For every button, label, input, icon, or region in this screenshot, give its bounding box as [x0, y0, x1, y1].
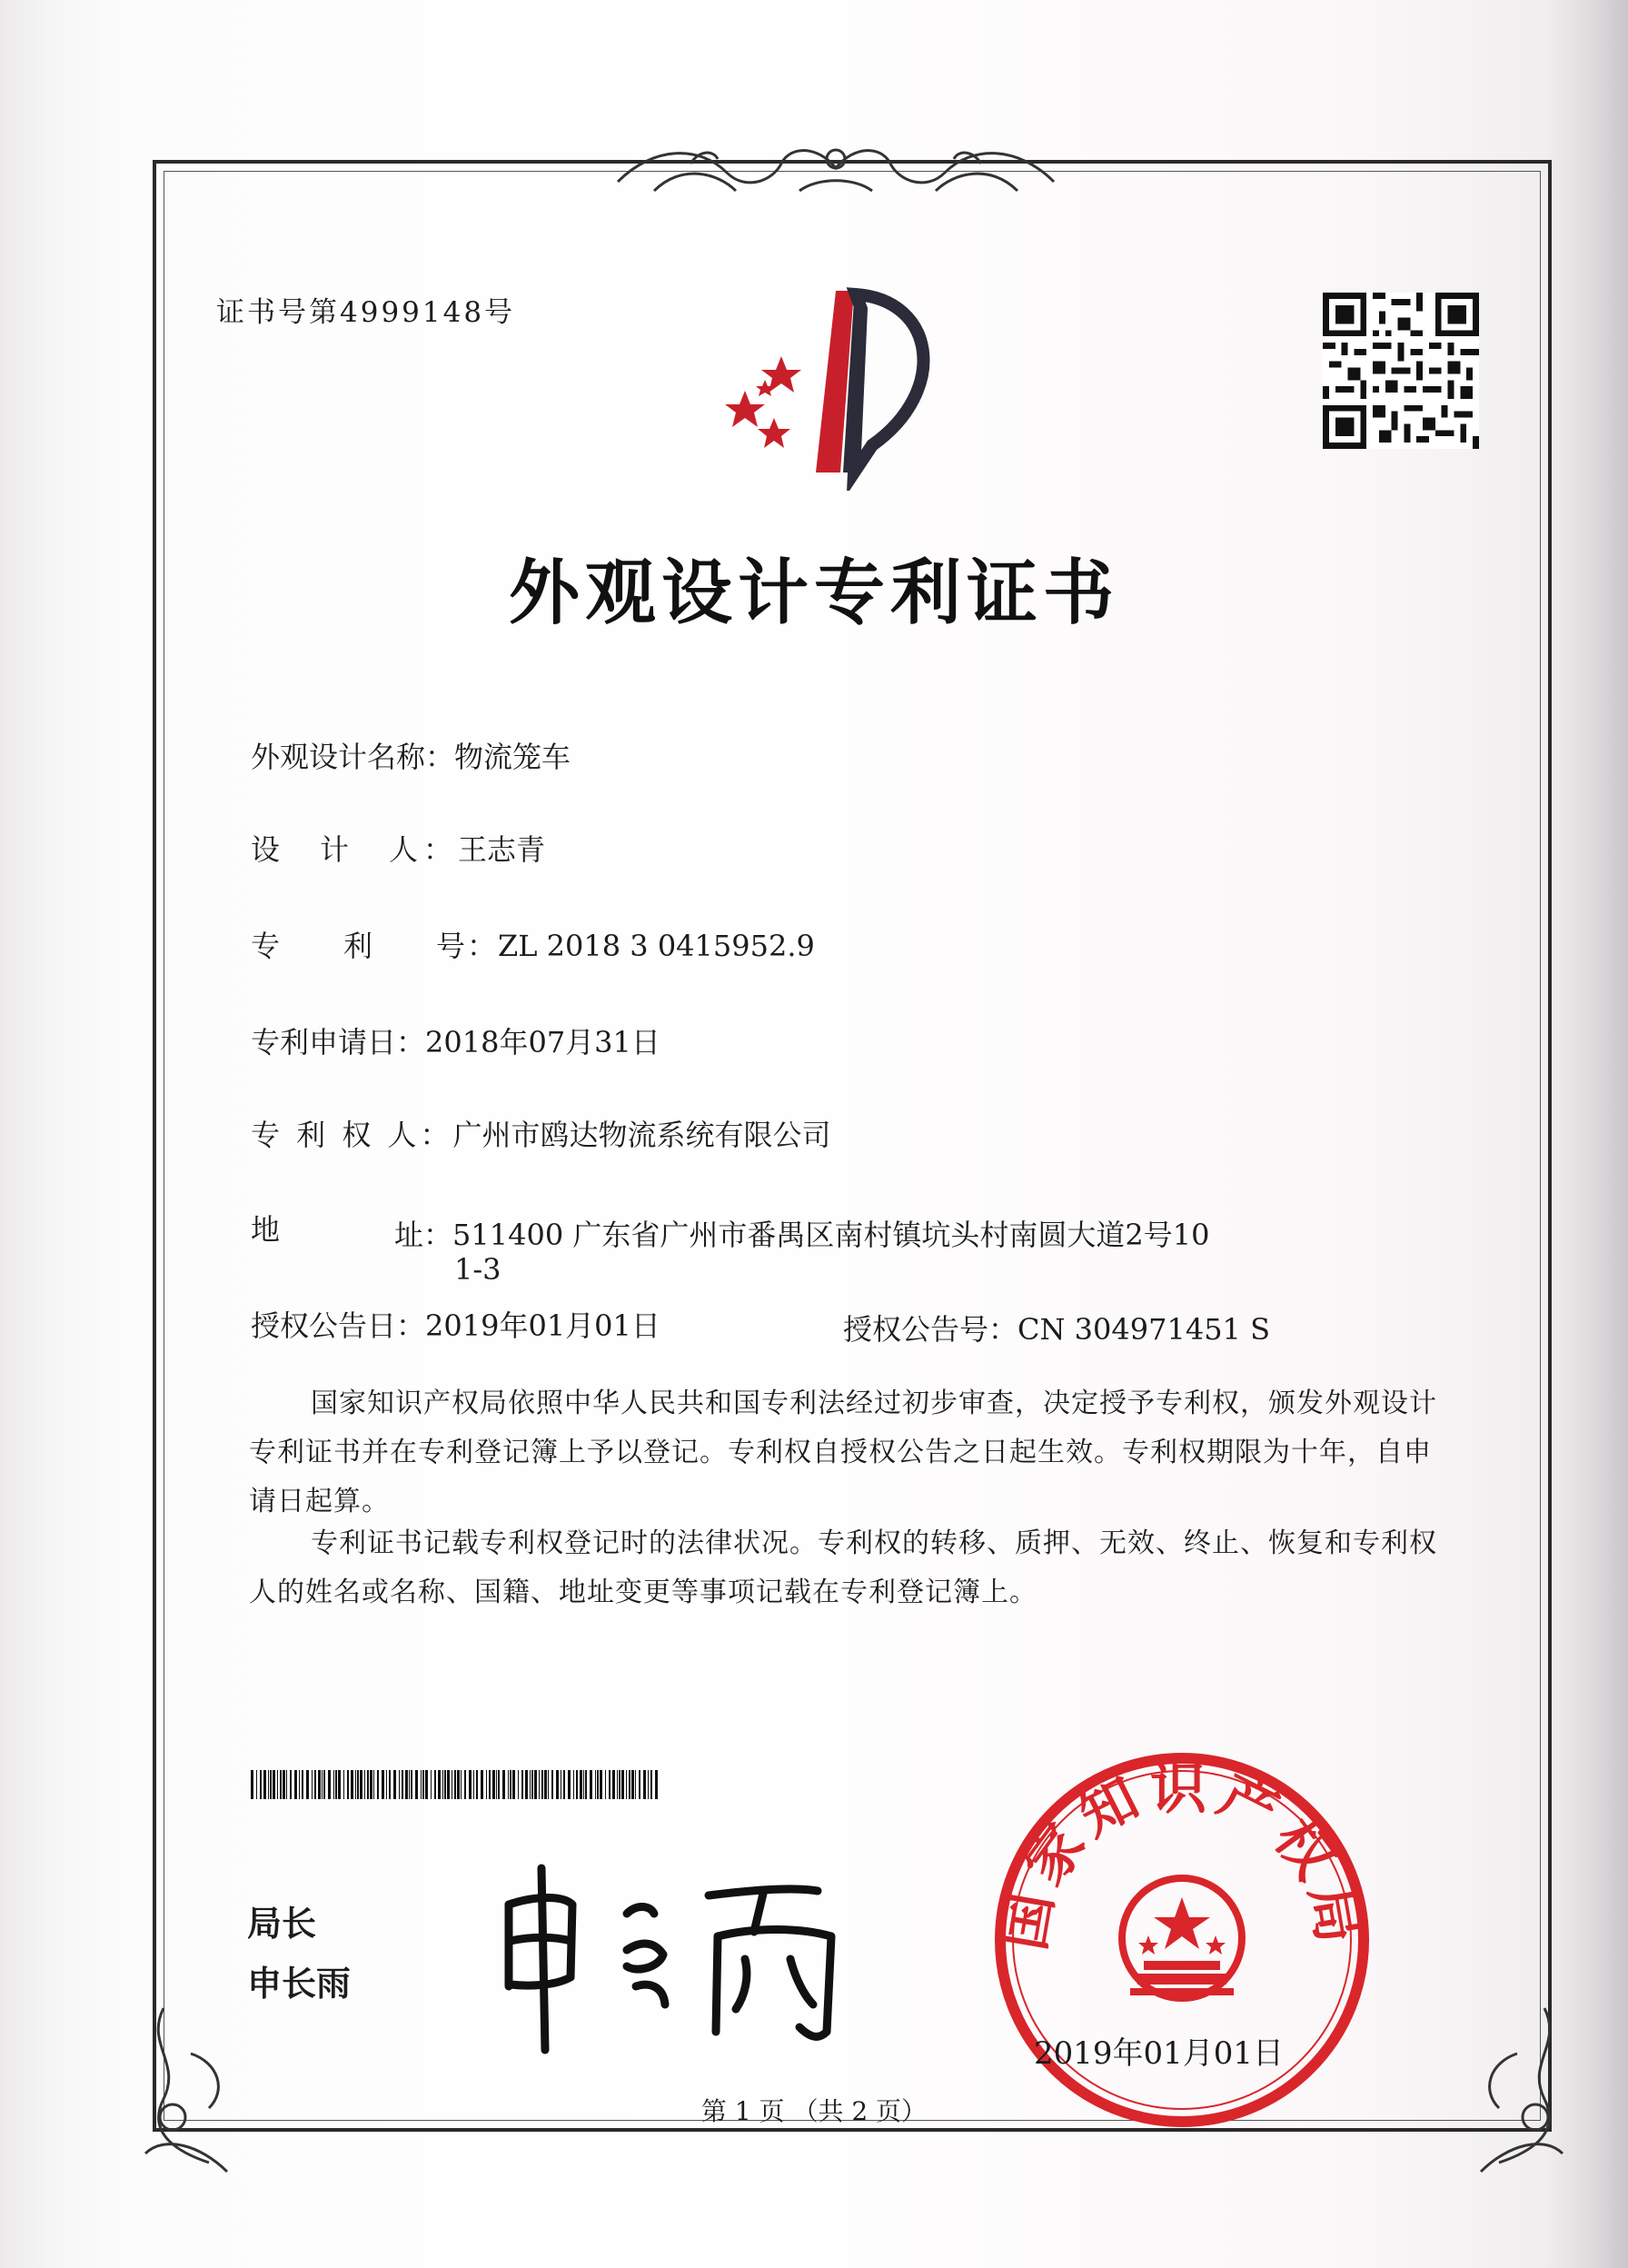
barcode-bar [481, 1770, 483, 1799]
filing-date-value: 2018年07月31日 [425, 1025, 660, 1059]
barcode-bar [655, 1770, 658, 1799]
barcode-bar [263, 1770, 266, 1799]
barcode-bar [431, 1770, 432, 1799]
barcode-bar [568, 1770, 571, 1799]
barcode-bar [411, 1770, 412, 1799]
barcode-bar [635, 1770, 636, 1799]
barcode-bar [469, 1770, 472, 1799]
barcode-bar [643, 1770, 646, 1799]
barcode-bar [382, 1770, 384, 1799]
seal-date: 2019年01月01日 [1034, 2035, 1285, 2072]
barcode-bar [360, 1770, 362, 1799]
barcode-bar [521, 1770, 523, 1799]
barcode-bar [444, 1770, 446, 1799]
barcode-bar [486, 1770, 487, 1799]
patent-number-value: ZL 2018 3 0415952.9 [498, 929, 815, 963]
barcode-bar [294, 1770, 297, 1799]
address-value-row-2 [454, 1252, 501, 1287]
grant-number-label: 授权公告号： [843, 1312, 1018, 1347]
barcode-bar [457, 1770, 460, 1799]
barcode-bar [551, 1770, 553, 1799]
barcode-bar [600, 1770, 602, 1799]
designer-label: 设 计 人： [251, 832, 459, 867]
barcode-bar [280, 1770, 282, 1799]
barcode-bar [377, 1770, 379, 1799]
filing-date-row [251, 1020, 660, 1061]
barcode-bar [283, 1770, 285, 1799]
barcode-bar [364, 1770, 365, 1799]
barcode-bar [399, 1770, 400, 1799]
grant-date-label: 授权公告日： [251, 1308, 426, 1343]
handwritten-signature [491, 1850, 854, 2059]
address-value-row [394, 1212, 1209, 1254]
barcode-bar [492, 1770, 495, 1799]
barcode-bar [496, 1770, 497, 1799]
barcode-bar [251, 1770, 253, 1799]
barcode-bar [373, 1770, 374, 1799]
barcode-bar [286, 1770, 287, 1799]
patent-number-label: 专 利 号： [251, 929, 499, 963]
director-title: 局长 [247, 1904, 317, 1944]
barcode-bar [595, 1770, 596, 1799]
barcode-bar [576, 1770, 578, 1799]
barcode-bar [512, 1770, 515, 1799]
barcode-bar [393, 1770, 396, 1799]
barcode-bar [563, 1770, 565, 1799]
barcode-bar [386, 1770, 387, 1799]
designer-value: 王志青 [458, 832, 546, 867]
barcode-bar [335, 1770, 337, 1799]
barcode-bar [508, 1770, 509, 1799]
barcode-bar [531, 1770, 533, 1799]
director-name: 申长雨 [247, 1964, 352, 2004]
barcode-bar [323, 1770, 325, 1799]
barcode-bar [454, 1770, 456, 1799]
bottom-right-ornament [1444, 1999, 1581, 2181]
barcode-bar [476, 1770, 478, 1799]
barcode-bar [650, 1770, 652, 1799]
barcode-bar [539, 1770, 540, 1799]
address-value-line1: 511400 广东省广州市番禺区南村镇坑头村南圆大道2号10 [452, 1218, 1210, 1252]
official-seal-icon [985, 1743, 1379, 2137]
barcode-bar [299, 1770, 300, 1799]
barcode-bar [421, 1770, 422, 1799]
grant-date-row [251, 1303, 660, 1345]
barcode-bar [333, 1770, 334, 1799]
barcode-bar [502, 1770, 505, 1799]
address-value-line2: 1-3 [454, 1252, 501, 1287]
barcode-bar [434, 1770, 436, 1799]
designer-row [251, 827, 545, 869]
barcode-bar [541, 1770, 543, 1799]
barcode-bar [277, 1770, 278, 1799]
patent-number-row [251, 923, 815, 965]
barcode-bar [617, 1770, 618, 1799]
barcode-bar [631, 1770, 634, 1799]
barcode-bar [367, 1770, 369, 1799]
svg-text:国家知识产权局: 国家知识产权局 [990, 1755, 1374, 1955]
barcode-bar [338, 1770, 341, 1799]
barcode-bar [273, 1770, 275, 1799]
barcode-bar [270, 1770, 272, 1799]
barcode-bar [609, 1770, 610, 1799]
barcode-bar [498, 1770, 500, 1799]
barcode-bar [438, 1770, 441, 1799]
barcode-bar [268, 1770, 269, 1799]
barcode-bar [306, 1770, 309, 1799]
barcode-bar [530, 1770, 531, 1799]
barcode-bar [347, 1770, 349, 1799]
barcode-bar [461, 1770, 462, 1799]
certificate-title: 外观设计专利证书 [508, 552, 1119, 634]
barcode-bar [328, 1770, 331, 1799]
barcode-bar [405, 1770, 408, 1799]
barcode-bar [629, 1770, 630, 1799]
patentee-value: 广州市鸥达物流系统有限公司 [452, 1118, 831, 1152]
barcode-bar [544, 1770, 547, 1799]
design-name-label: 外观设计名称： [251, 740, 455, 774]
barcode-bar [489, 1770, 491, 1799]
barcode-bar [351, 1770, 353, 1799]
barcode-bar [256, 1770, 257, 1799]
barcode-bar [585, 1770, 587, 1799]
barcode-bar [619, 1770, 620, 1799]
design-name-row [251, 734, 571, 776]
top-ornament [600, 127, 1072, 209]
barcode-bar [402, 1770, 403, 1799]
barcode-bar [370, 1770, 372, 1799]
barcode-bar [422, 1770, 424, 1799]
qr-code-icon[interactable] [1323, 293, 1479, 449]
barcode-bar [510, 1770, 511, 1799]
barcode-bar [302, 1770, 303, 1799]
barcode-bar [357, 1770, 359, 1799]
barcode-bar [290, 1770, 292, 1799]
barcode-bar [322, 1770, 323, 1799]
address-label-right: 址： [394, 1218, 453, 1252]
grant-number-row [843, 1307, 1270, 1348]
grant-date-value: 2019年01月01日 [425, 1308, 660, 1343]
barcode-bar [612, 1770, 615, 1799]
barcode-bar [314, 1770, 316, 1799]
barcode-bar [318, 1770, 321, 1799]
barcode-bar [355, 1770, 356, 1799]
grant-number-value: CN 304971451 S [1018, 1312, 1270, 1347]
barcode-bar [425, 1770, 428, 1799]
patentee-label: 专 利 权 人： [251, 1118, 453, 1152]
bottom-left-ornament [127, 1999, 263, 2181]
design-name-value: 物流笼车 [454, 740, 571, 774]
barcode-bar [525, 1770, 528, 1799]
barcode-bar [573, 1770, 574, 1799]
barcode-bar [409, 1770, 410, 1799]
barcode-bar [580, 1770, 582, 1799]
barcode-bar [518, 1770, 519, 1799]
barcode-bar [260, 1770, 262, 1799]
barcode-bar [442, 1770, 443, 1799]
patent-office-emblem-icon [718, 273, 972, 491]
barcode-bar [534, 1770, 537, 1799]
barcode-bar [447, 1770, 450, 1799]
barcode-bar [343, 1770, 344, 1799]
barcode-icon [251, 1770, 660, 1799]
barcode-bar [590, 1770, 592, 1799]
page-indicator: 第 1 页 （共 2 页） [700, 2096, 928, 2126]
barcode-bar [621, 1770, 624, 1799]
patentee-row [251, 1112, 831, 1154]
barcode-bar [648, 1770, 649, 1799]
barcode-bar [389, 1770, 391, 1799]
body-paragraph-1: 国家知识产权局依照中华人民共和国专利法经过初步审查，决定授予专利权，颁发外观设计专利证书并在专利登记簿上予以登记。专利权自授权公告之日起生效。专利权期限为十年，自申请日起算。 [249, 1388, 1437, 1517]
barcode-bar [583, 1770, 584, 1799]
body-paragraph-2: 专利证书记载专利权登记时的法律状况。专利权的转移、质押、无效、终止、恢复和专利权人的姓名或名称、国籍、地址变更等事项记载在专利登记簿上。 [249, 1527, 1437, 1608]
barcode-bar [473, 1770, 474, 1799]
page-edge-shadow [1544, 0, 1628, 2268]
barcode-bar [626, 1770, 627, 1799]
address-row [251, 1207, 280, 1248]
barcode-bar [312, 1770, 313, 1799]
address-label-left: 地 [251, 1212, 281, 1247]
barcode-bar [556, 1770, 559, 1799]
barcode-bar [464, 1770, 466, 1799]
barcode-bar [597, 1770, 599, 1799]
barcode-bar [639, 1770, 640, 1799]
certificate-number: 证书号第4999148号 [216, 296, 516, 329]
barcode-bar [605, 1770, 606, 1799]
filing-date-label: 专利申请日： [251, 1025, 426, 1059]
barcode-bar [548, 1770, 549, 1799]
barcode-bar [415, 1770, 418, 1799]
